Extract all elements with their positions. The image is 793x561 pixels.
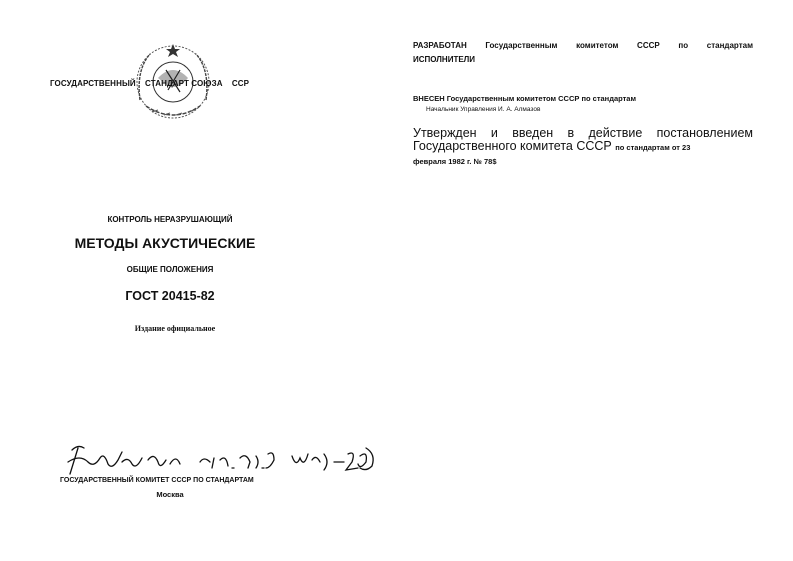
standard-heading xyxy=(50,79,350,88)
standard-word-3: ССР xyxy=(231,79,250,88)
developed-by: РАЗРАБОТАН Государственным комитетом СССР по стандартам xyxy=(413,41,753,50)
approval-statement xyxy=(413,127,753,168)
signature-text: Проверен до 01.07.93. ИУС 2-88 xyxy=(60,440,76,441)
standard-word-1: ГОСУДАРСТВЕННЫЙ xyxy=(50,79,136,88)
approval-date: февраля 1982 г. № 78$ xyxy=(413,157,497,166)
subtitle: ОБЩИЕ ПОЛОЖЕНИЯ xyxy=(126,265,214,274)
standard-word-2: СТАНДАРТ СОЮЗА xyxy=(145,79,223,88)
approval-main: Утвержден и введен в действие постановлением Государственного комитета СССР xyxy=(413,126,753,153)
edition-note: Издание официальное xyxy=(134,324,216,333)
performers: ИСПОЛНИТЕЛИ xyxy=(413,55,476,64)
publisher: ГОСУДАРСТВЕННЫЙ КОМИТЕТ СССР ПО СТАНДАРТАМ xyxy=(60,477,254,484)
handwritten-signature-icon xyxy=(60,440,380,480)
introduced-by: ВНЕСЕН Государственным комитетом СССР по стандартам xyxy=(413,94,637,103)
category: КОНТРОЛЬ НЕРАЗРУШАЮЩИЙ xyxy=(107,215,233,224)
page-title: МЕТОДЫ АКУСТИЧЕСКИЕ xyxy=(74,235,256,251)
publication-city: Москва xyxy=(156,490,184,499)
approval-small: по стандартам от 23 xyxy=(615,143,691,152)
head-of-department: Начальник Управления И. А. Алмазов xyxy=(426,106,541,113)
standard-code: ГОСТ 20415-82 xyxy=(125,289,215,303)
